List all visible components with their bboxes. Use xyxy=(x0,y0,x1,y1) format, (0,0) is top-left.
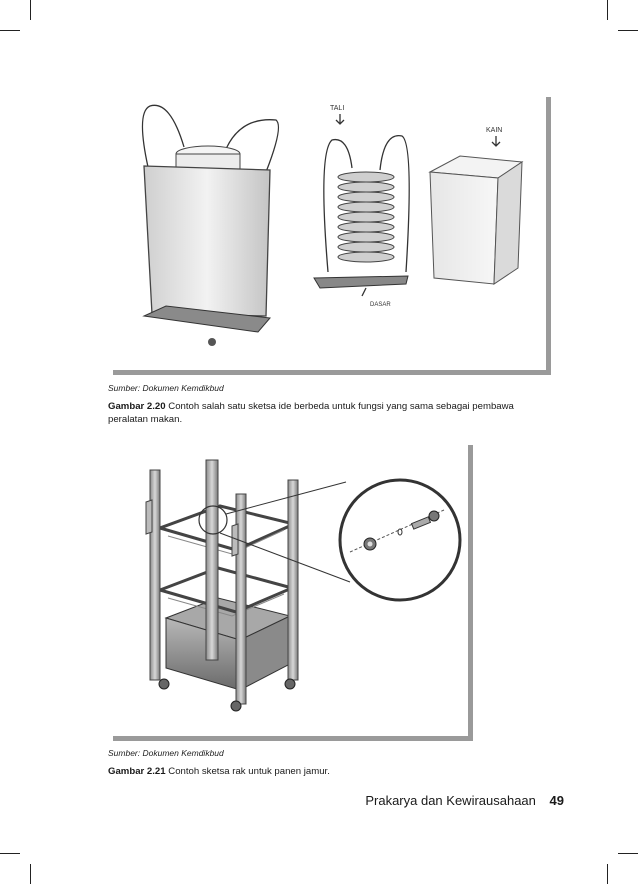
crop-mark xyxy=(30,864,31,884)
rope-frame-sketch xyxy=(314,105,409,308)
crop-mark xyxy=(607,0,608,20)
figure-2-21-caption-label: Gambar 2.21 xyxy=(108,766,166,777)
cloth-box-sketch xyxy=(430,127,522,284)
figure-2-21-caption-text: Contoh sketsa rak untuk panen jamur. xyxy=(168,766,330,777)
figure-2-20-source: Sumber: Dokumen Kemdikbud xyxy=(108,383,224,393)
page-footer xyxy=(365,793,564,808)
crop-mark xyxy=(618,853,638,854)
crop-mark xyxy=(607,864,608,884)
label-cloth: KAIN xyxy=(486,127,503,134)
label-rope: TALI xyxy=(330,105,345,112)
figure-2-21-sketch xyxy=(108,440,468,736)
figure-2-20-caption-text: Contoh salah satu sketsa ide berbeda untuk fungsi yang sama sebagai pembawa peralatan makan. xyxy=(108,401,514,425)
crop-mark xyxy=(30,0,31,20)
figure-2-20-caption xyxy=(108,400,548,426)
label-base: DASAR xyxy=(370,302,391,308)
page-number: 49 xyxy=(549,793,564,808)
figure-2-21-source: Sumber: Dokumen Kemdikbud xyxy=(108,748,224,758)
figure-2-21-caption xyxy=(108,765,548,778)
rack-sketch xyxy=(146,460,350,711)
bag-sketch xyxy=(142,105,278,346)
crop-mark xyxy=(618,30,638,31)
bolt-detail-sketch xyxy=(340,480,460,600)
book-title: Prakarya dan Kewirausahaan xyxy=(365,793,536,808)
figure-2-20-sketch xyxy=(108,92,546,370)
figure-2-20-caption-label: Gambar 2.20 xyxy=(108,401,166,412)
crop-mark xyxy=(0,853,20,854)
crop-mark xyxy=(0,30,20,31)
